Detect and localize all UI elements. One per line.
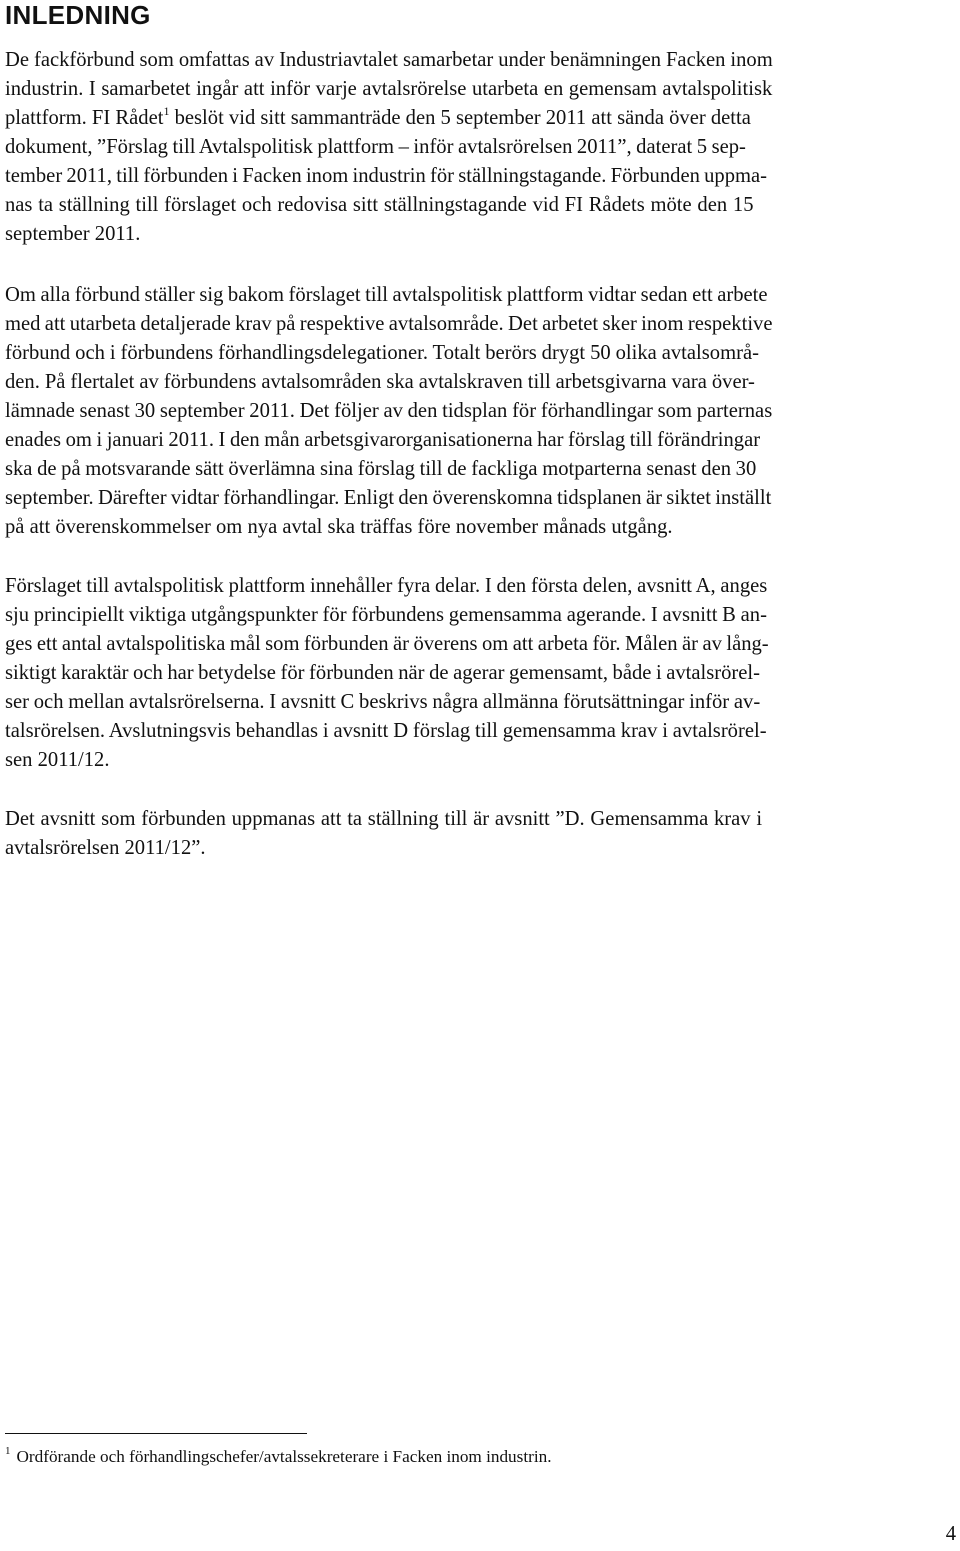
text-line: Förslaget till avtalspolitisk plattform innehåller fyra delar. I den första delen, avsnitt A, anges xyxy=(5,575,768,597)
text-line: ser och mellan avtalsrörelserna. I avsnitt C beskrivs några allmänna förutsättningar inför av- xyxy=(5,691,761,713)
text-line: tember 2011, till förbunden i Facken inom industrin för ställningstagande. Förbunden uppma- xyxy=(5,165,768,187)
text-line: Det avsnitt som förbunden uppmanas att ta ställning till är avsnitt ”D. Gemensamma krav i xyxy=(5,808,763,830)
text-line: den. På flertalet av förbundens avtalsområden ska avtalskraven till arbetsgivarna vara över- xyxy=(5,371,755,393)
text-line: ges ett antal avtalspolitiska mål som förbunden är överens om att arbeta för. Målen är av lång- xyxy=(5,633,769,655)
text-line: ska de på motsvarande sätt överlämna sina förslag till de fackliga motparterna senast den 30 xyxy=(5,458,757,480)
text-line: förbund och i förbundens förhandlingsdelegationer. Totalt berörs drygt 50 olika avtalsområ- xyxy=(5,342,759,364)
footnote-divider xyxy=(5,1433,307,1434)
page-number: 4 xyxy=(945,1523,956,1545)
text-line: sju principiellt viktiga utgångspunkter för förbundens gemensamma agerande. I avsnitt B an- xyxy=(5,604,767,626)
text-line: dokument, ”Förslag till Avtalspolitisk plattform – inför avtalsrörelsen 2011”, daterat 5 sep- xyxy=(5,136,746,158)
text-line: De fackförbund som omfattas av Industriavtalet samarbetar under benämningen Facken inom xyxy=(5,49,773,71)
text-line: enades om i januari 2011. I den mån arbetsgivarorganisationerna har förslag till förändringar xyxy=(5,429,761,451)
text-fragment: plattform. FI Rådet xyxy=(5,107,164,129)
text-line: sen 2011/12. xyxy=(5,749,110,771)
text-line: Om alla förbund ställer sig bakom förslaget till avtalspolitisk plattform vidtar sedan ett arbete xyxy=(5,284,768,306)
text-line: lämnade senast 30 september 2011. Det följer av den tidsplan för förhandlingar som parternas xyxy=(5,400,773,422)
text-line xyxy=(5,105,751,131)
footnote-marker: 1 xyxy=(5,1445,11,1457)
text-line: siktigt karaktär och har betydelse för förbunden när de agerar gemensamt, både i avtalsrörel- xyxy=(5,662,760,684)
text-line: med att utarbeta detaljerade krav på respektive avtalsområde. Det arbetet sker inom respektive xyxy=(5,313,773,335)
text-line: talsrörelsen. Avslutningsvis behandlas i avsnitt D förslag till gemensamma krav i avtalsrörel- xyxy=(5,720,767,742)
text-line: nas ta ställning till förslaget och redovisa sitt ställningstagande vid FI Rådets möte den 15 xyxy=(5,194,754,216)
text-line: september 2011. xyxy=(5,223,141,245)
footnote xyxy=(5,1446,552,1468)
page-title: INLEDNING xyxy=(5,0,151,30)
footnote-text: Ordförande och förhandlingschefer/avtalssekreterare i Facken inom industrin. xyxy=(16,1447,552,1466)
text-line: september. Därefter vidtar förhandlingar. Enligt den överenskomna tidsplanen är siktet inställt xyxy=(5,487,772,509)
text-line: avtalsrörelsen 2011/12”. xyxy=(5,837,206,859)
text-fragment: beslöt vid sitt sammanträde den 5 september 2011 att sända över detta xyxy=(174,107,751,129)
text-line: industrin. I samarbetet ingår att inför varje avtalsrörelse utarbeta en gemensam avtalspolitisk xyxy=(5,78,773,100)
text-line: på att överenskommelser om nya avtal ska träffas före november månads utgång. xyxy=(5,516,673,538)
footnote-reference[interactable]: 1 xyxy=(163,104,170,118)
